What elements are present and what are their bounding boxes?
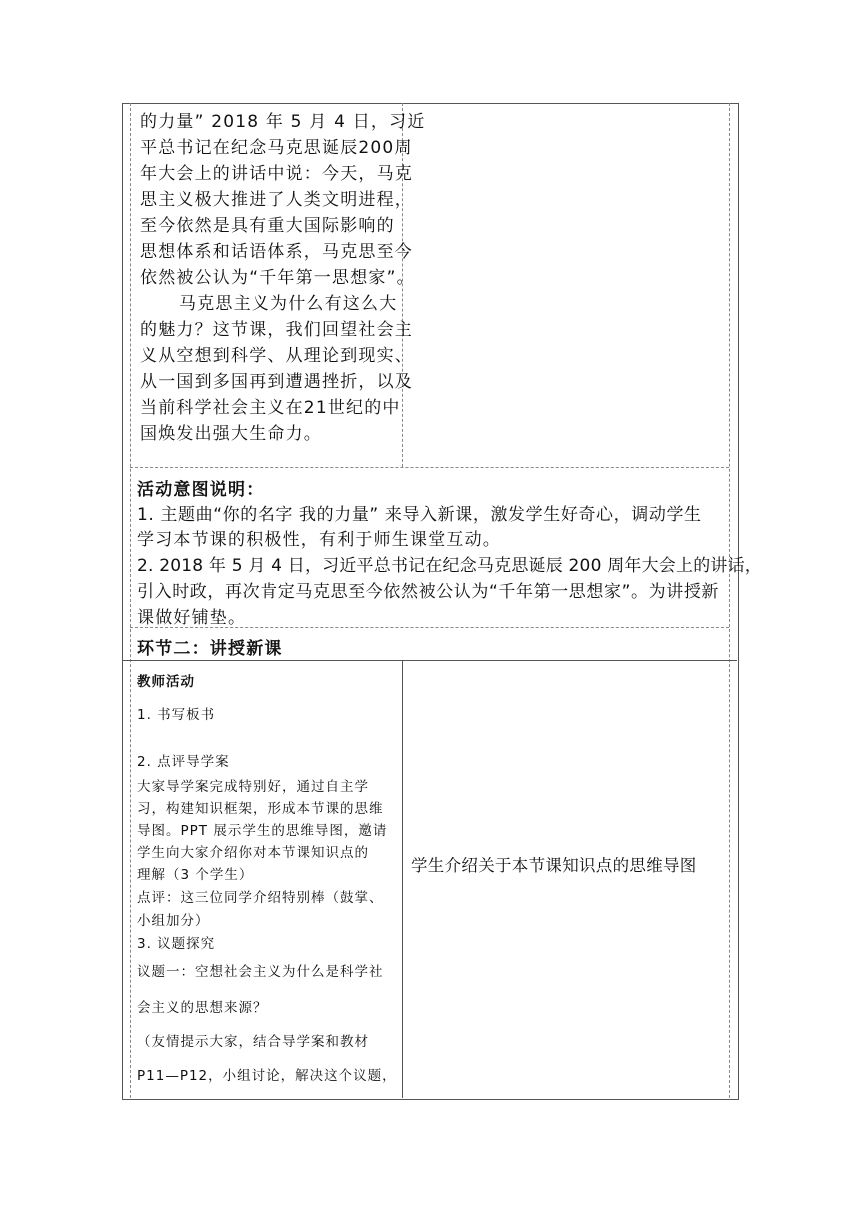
row4-column-divider (402, 660, 403, 1098)
intent-line: 2. 2018 年 5 月 4 日，习近平总书记在纪念马克思诞辰 200 周年大会上的讲话， (137, 556, 762, 576)
row3-bottom-divider (122, 660, 737, 661)
teacher-line: 2. 点评导学案 (137, 754, 230, 770)
intro-line: 至今依然是具有重大国际影响的 (140, 216, 395, 236)
intro-line: 的魅力？这节课，我们回望社会主 (140, 320, 413, 340)
teacher-line: 习，构建知识框架，形成本节课的思维 (137, 801, 384, 817)
row1-bottom-divider (130, 467, 729, 468)
intent-line: 引入时政，再次肯定马克思至今依然被公认为“千年第一思想家”。为讲授新 (137, 582, 720, 602)
teacher-line: （友情提示大家，结合导学案和教材 (137, 1034, 369, 1050)
teacher-line: 理解（3 个学生） (137, 867, 254, 883)
intro-line: 依然被公认为“千年第一思想家”。 (140, 268, 415, 288)
intro-line: 年大会上的讲话中说：今天，马克 (140, 164, 413, 184)
intent-line: 1. 主题曲“你的名字 我的力量” 来导入新课，激发学生好奇心，调动学生 (137, 505, 702, 525)
teacher-line: 1. 书写板书 (137, 707, 216, 723)
intro-line: 当前科学社会主义在21世纪的中 (140, 398, 401, 418)
intent-heading: 活动意图说明： (137, 480, 265, 500)
intro-line: 义从空想到科学、从理论到现实、 (140, 346, 413, 366)
inner-right-border (729, 103, 730, 1098)
teacher-line: 会主义的思想来源？ (137, 1000, 268, 1016)
student-activity: 学生介绍关于本节课知识点的思维导图 (411, 856, 697, 875)
intro-line: 的力量” 2018 年 5 月 4 日，习近 (140, 112, 426, 132)
teacher-heading: 教师活动 (137, 674, 195, 690)
teacher-line: P11—P12，小组讨论，解决这个议题， (137, 1068, 397, 1084)
teacher-line: 小组加分） (137, 913, 210, 929)
intro-line: 从一国到多国再到遭遇挫折，以及 (140, 372, 413, 392)
intro-line: 平总书记在纪念马克思诞辰200周 (140, 138, 413, 158)
inner-left-border (130, 103, 131, 1098)
intent-line: 学习本节课的积极性，有利于师生课堂互动。 (137, 530, 501, 550)
intro-line: 思主义极大推进了人类文明进程， (140, 190, 413, 210)
teacher-line: 3. 议题探究 (137, 936, 216, 952)
teacher-line: 议题一：空想社会主义为什么是科学社 (137, 964, 384, 980)
section-heading: 环节二：讲授新课 (137, 639, 283, 659)
intro-line: 马克思主义为什么有这么大 (179, 294, 398, 314)
intro-line: 国焕发出强大生命力。 (140, 424, 322, 444)
teacher-line: 学生向大家介绍你对本节课知识点的 (137, 845, 369, 861)
teacher-line: 大家导学案完成特别好，通过自主学 (137, 779, 369, 795)
intro-line: 思想体系和话语体系，马克思至今 (140, 242, 413, 262)
teacher-line: 点评：这三位同学介绍特别棒（鼓掌、 (137, 890, 384, 906)
intent-line: 课做好铺垫。 (137, 608, 247, 628)
teacher-line: 导图。PPT 展示学生的思维导图，邀请 (137, 823, 388, 839)
